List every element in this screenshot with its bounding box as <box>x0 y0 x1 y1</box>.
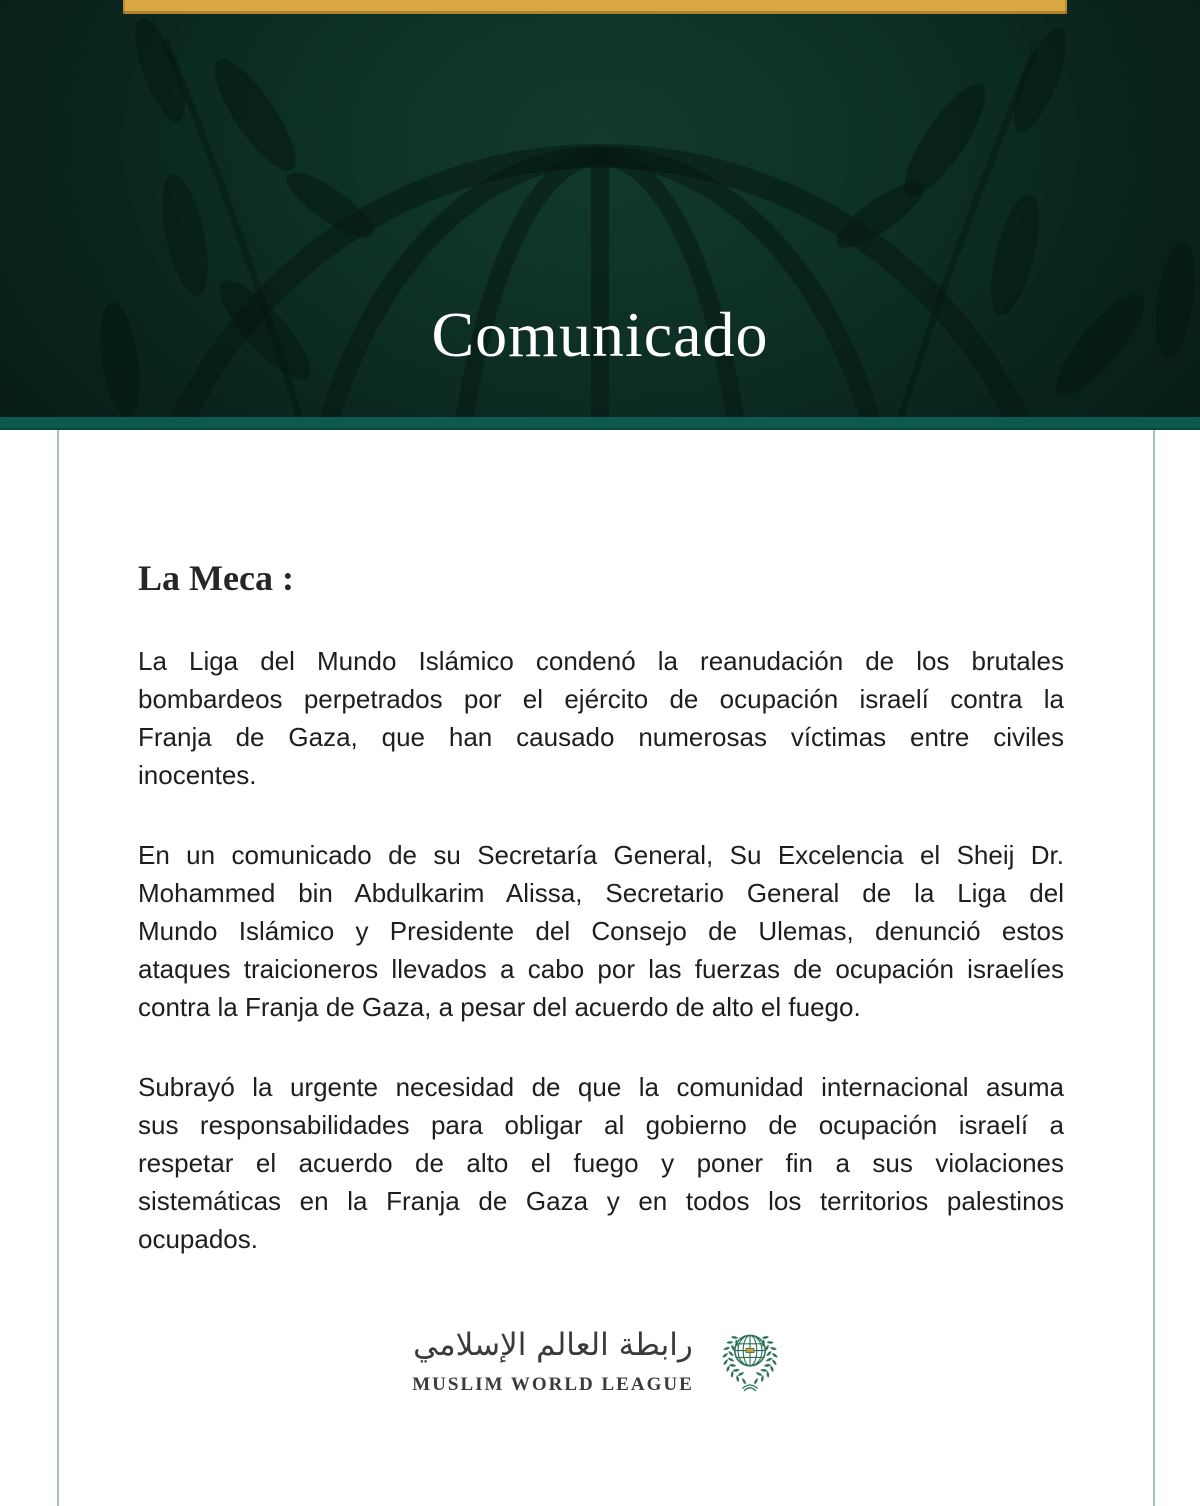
mwl-wordmark: MUSLIM WORLD LEAGUE <box>412 1374 694 1395</box>
text-line: Mohammed bin Abdulkarim Alissa, Secretario General de la Liga del <box>138 878 1064 908</box>
text-line: ataques traicioneros llevados a cabo por las fuerzas de ocupación israelíes <box>138 954 1064 984</box>
text-line: Franja de Gaza, que han causado numerosas víctimas entre civiles <box>138 722 1064 752</box>
page-title: Comunicado <box>431 299 769 370</box>
text-line: La Liga del Mundo Islámico condenó la reanudación de los brutales <box>138 646 1064 676</box>
text-line: Mundo Islámico y Presidente del Consejo de Ulemas, denunció estos <box>138 916 1064 946</box>
right-margin-rule <box>1153 430 1155 1506</box>
text-line: contra la Franja de Gaza, a pesar del acuerdo de alto el fuego. <box>138 992 861 1022</box>
text-line: bombardeos perpetrados por el ejército de ocupación israelí contra la <box>138 684 1064 714</box>
left-margin-rule <box>57 430 59 1506</box>
text-line: inocentes. <box>138 760 257 790</box>
text-line: ocupados. <box>138 1224 258 1254</box>
mwl-arabic-calligraphy: رابطة العالم الإسلامي <box>413 1327 693 1363</box>
text-line: sistemáticas en la Franja de Gaza y en todos los territorios palestinos <box>138 1186 1064 1216</box>
text-line: En un comunicado de su Secretaría General, Su Excelencia el Sheij Dr. <box>138 840 1064 870</box>
paragraph-2 <box>138 836 1064 1026</box>
text-line: sus responsabilidades para obligar al gobierno de ocupación israelí a <box>138 1110 1064 1140</box>
paragraph-1 <box>138 642 1064 794</box>
teal-divider <box>0 417 1200 430</box>
mwl-emblem-icon <box>710 1316 790 1398</box>
gold-accent-bar <box>123 0 1067 14</box>
document-body <box>138 430 1064 1398</box>
mwl-logo-text <box>412 1317 694 1397</box>
text-line: Subrayó la urgente necesidad de que la comunidad internacional asuma <box>138 1072 1064 1102</box>
dateline-heading: La Meca : <box>138 558 294 598</box>
paragraph-3 <box>138 1068 1064 1258</box>
text-line: respetar el acuerdo de alto el fuego y poner fin a sus violaciones <box>138 1148 1064 1178</box>
mwl-logo <box>138 1316 1064 1398</box>
header-banner <box>0 0 1200 417</box>
kaaba-door-mark <box>746 1348 754 1352</box>
